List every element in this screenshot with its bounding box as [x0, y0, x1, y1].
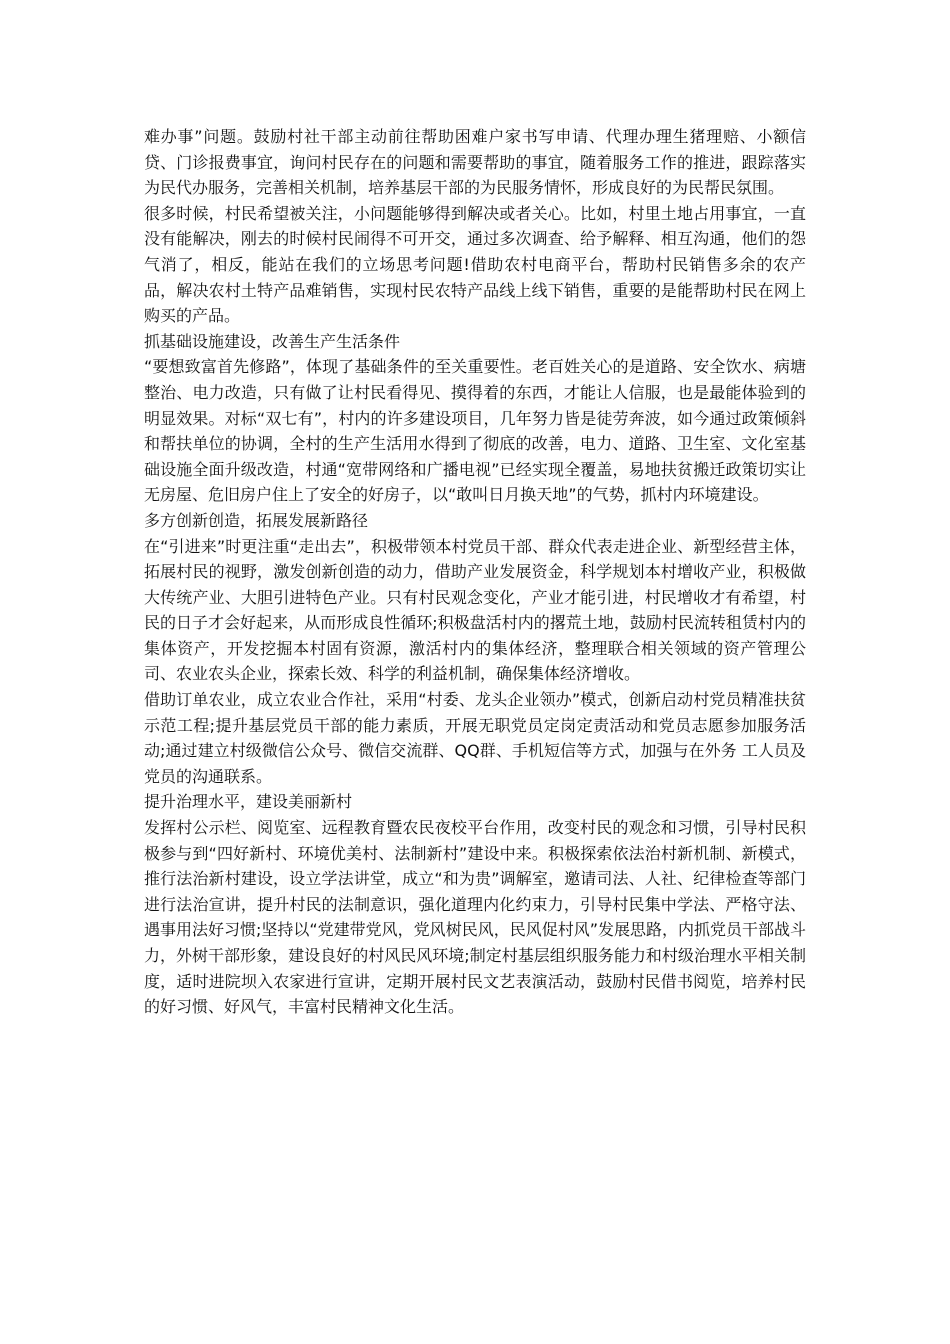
paragraph-governance: 发挥村公示栏、阅览室、远程教育暨农民夜校平台作用，改变村民的观念和习惯，引导村民积极参与到“四好新村、环境优美村、法制新村”建设中来。积极探索依法治村新机制、新模式，推行法治新村建设，设立学法讲堂，成立“和为贵”调解室，邀请司法、人社、纪律检查等部门进行法治宣讲，提升村民的法制意识，强化道理内化约束力，引导村民集中学法、严格守法、遇事用法好习惯;坚持以“党建带党风，党风树民风，民风促村风”发展思路，内抓党员干部战斗力，外树干部形象，建设良好的村风民风环境;制定村基层组织服务能力和村级治理水平相关制度，适时进院坝入农家进行宣讲，定期开展村民文艺表演活动，鼓励村民借书阅览，培养村民的好习惯、好风气，丰富村民精神文化生活。 — [144, 818, 806, 1017]
section-heading-infrastructure: 抓基础设施建设，改善生产生活条件 — [144, 331, 401, 351]
paragraph-cooperative: 借助订单农业，成立农业合作社，采用“村委、龙头企业领办”模式，创新启动村党员精准扶贫示范工程;提升基层党员干部的能力素质，开展无职党员定岗定责活动和党员志愿参加服务活动;通过建立村级微信公众号、微信交流群、QQ群、手机短信等方式，加强与在外务 工人员及党员的沟通联系。 — [144, 690, 806, 786]
document-body — [144, 124, 806, 1020]
paragraph-innovation: 在“引进来”时更注重“走出去”，积极带领本村党员干部、群众代表走进企业、新型经营主体，拓展村民的视野，激发创新创造的动力，借助产业发展资金，科学规划本村增收产业，积极做大传统产业、大胆引进特色产业。只有村民观念变化，产业才能引进，村民增收才有希望，村民的日子才会好起来，从而形成良性循环;积极盘活村内的撂荒土地，鼓励村民流转租赁村内的集体资产，开发挖掘本村固有资源，激活村内的集体经济，整理联合相关领域的资产管理公司、农业农头企业，探索长效、科学的利益机制，确保集体经济增收。 — [144, 536, 806, 684]
paragraph-infrastructure: “要想致富首先修路”，体现了基础条件的至关重要性。老百姓关心的是道路、安全饮水、病塘整治、电力改造，只有做了让村民看得见、摸得着的东西，才能让人信服，也是最能体验到的明显效果。对标“双七有”，村内的许多建设项目，几年努力皆是徒劳奔波，如今通过政策倾斜和帮扶单位的协调，全村的生产生活用水得到了彻底的改善，电力、道路、卫生室、文化室基础设施全面升级改造，村通“宽带网络和广播电视”已经实现全覆盖，易地扶贫搬迁政策切实让无房屋、危旧房户住上了安全的好房子，以“敢叫日月换天地”的气势，抓村内环境建设。 — [144, 357, 806, 505]
paragraph-concerns: 很多时候，村民希望被关注，小问题能够得到解决或者关心。比如，村里土地占用事宜，一直没有能解决，刚去的时候村民闹得不可开交，通过多次调查、给予解释、相互沟通，他们的怨气消了，相反，能站在我们的立场思考问题!借助农村电商平台，帮助村民销售多余的农产品，解决农村土特产品难销售，实现村民农特产品线上线下销售，重要的是能帮助村民在网上购买的产品。 — [144, 203, 806, 326]
section-heading-governance: 提升治理水平，建设美丽新村 — [144, 792, 353, 812]
paragraph-service: 难办事”问题。鼓励村社干部主动前往帮助困难户家书写申请、代理办理生猪理赔、小额信贷、门诊报费事宜，询问村民存在的问题和需要帮助的事宜，随着服务工作的推进，跟踪落实为民代办服务，完善相关机制，培养基层干部的为民服务情怀，形成良好的为民帮民氛围。 — [144, 127, 806, 198]
section-heading-innovation: 多方创新创造，拓展发展新路径 — [144, 510, 369, 530]
